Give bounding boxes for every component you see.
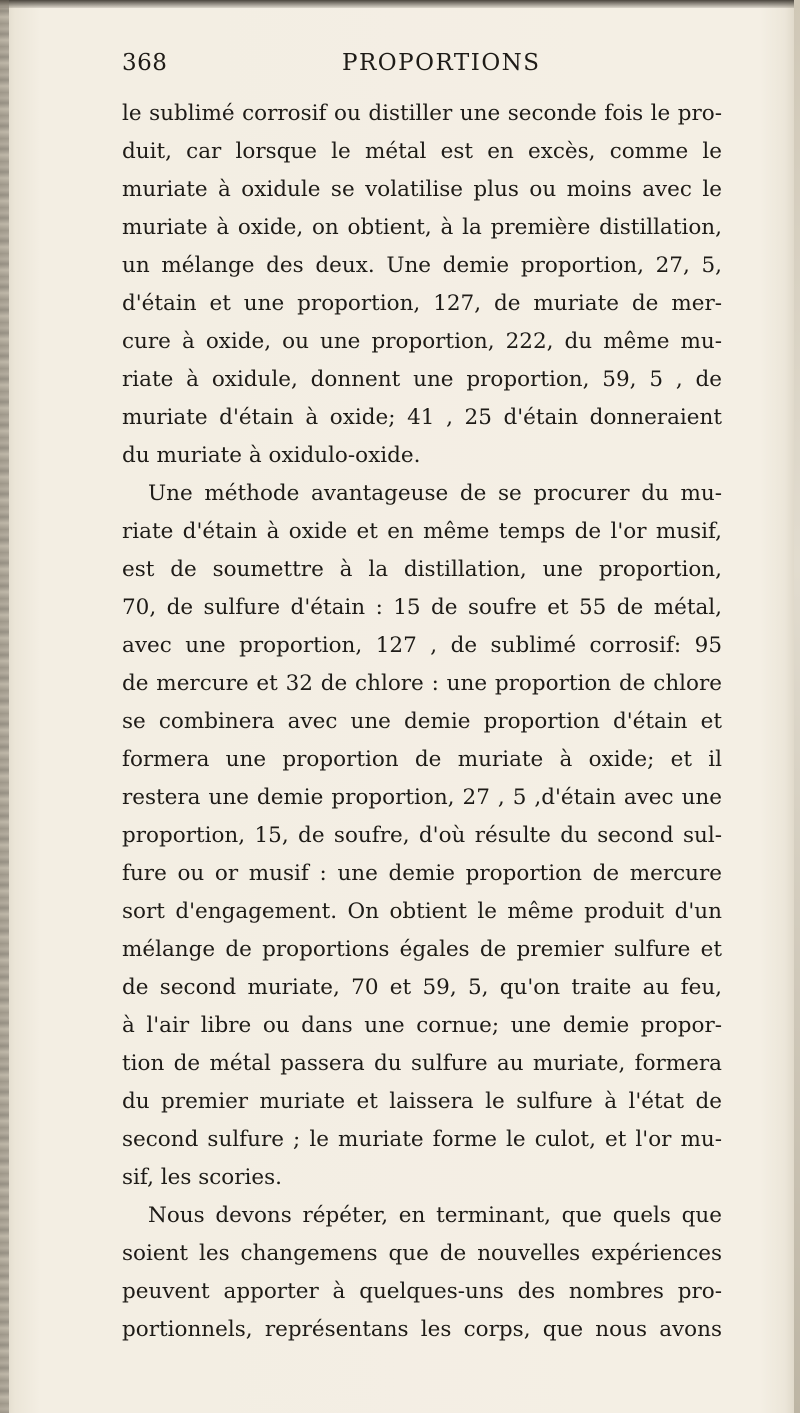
page-right-edge: [794, 0, 800, 1413]
paragraph-end-line: du muriate à oxidulo-oxide.: [122, 443, 421, 468]
book-binding-edge: [0, 0, 9, 1413]
text-line: muriate à oxide, on obtient, à la première distillation,: [122, 215, 722, 240]
text-line: portionnels, représentans les corps, que nous avons: [122, 1317, 722, 1342]
text-line: mélange de proportions égales de premier sulfure et: [122, 937, 722, 962]
text-line: restera une demie proportion, 27 , 5 ,d'étain avec une: [122, 785, 722, 810]
text-line: se combinera avec une demie proportion d'étain et: [122, 709, 722, 734]
text-line: de mercure et 32 de chlore : une proportion de chlore: [122, 671, 722, 696]
paragraph-start-line: Une méthode avantageuse de se procurer du mu-: [148, 481, 722, 506]
body-text: [122, 95, 722, 1349]
text-line: riate à oxidule, donnent une proportion, 59, 5 , de: [122, 367, 722, 392]
text-line: riate d'étain à oxide et en même temps de l'or musif,: [122, 519, 722, 544]
text-line: d'étain et une proportion, 127, de muriate de mer-: [122, 291, 722, 316]
text-line: sort d'engagement. On obtient le même produit d'un: [122, 899, 722, 924]
paragraph-start-line: Nous devons répéter, en terminant, que quels que: [148, 1203, 722, 1228]
text-line: un mélange des deux. Une demie proportion, 27, 5,: [122, 253, 722, 278]
text-line: à l'air libre ou dans une cornue; une demie propor-: [122, 1013, 722, 1038]
page-number: 368: [122, 50, 168, 76]
page-header: [122, 50, 722, 90]
scan-top-shadow: [0, 0, 800, 8]
text-line: est de soumettre à la distillation, une proportion,: [122, 557, 722, 582]
text-line: de second muriate, 70 et 59, 5, qu'on traite au feu,: [122, 975, 722, 1000]
text-line: formera une proportion de muriate à oxide; et il: [122, 747, 722, 772]
text-line: tion de métal passera du sulfure au muriate, formera: [122, 1051, 722, 1076]
text-line: duit, car lorsque le métal est en excès, comme le: [122, 139, 722, 164]
text-line: second sulfure ; le muriate forme le culot, et l'or mu-: [122, 1127, 722, 1152]
paragraph-end-line: sif, les scories.: [122, 1165, 283, 1190]
text-line: le sublimé corrosif ou distiller une seconde fois le pro-: [122, 101, 722, 126]
text-line: fure ou or musif : une demie proportion de mercure: [122, 861, 722, 886]
text-line: proportion, 15, de soufre, d'où résulte du second sul-: [122, 823, 722, 848]
text-line: cure à oxide, ou une proportion, 222, du même mu-: [122, 329, 722, 354]
text-line: muriate d'étain à oxide; 41 , 25 d'étain donneraient: [122, 405, 722, 430]
text-line: soient les changemens que de nouvelles expériences: [122, 1241, 722, 1266]
text-line: peuvent apporter à quelques-uns des nombres pro-: [122, 1279, 722, 1304]
text-line: 70, de sulfure d'étain : 15 de soufre et 55 de métal,: [122, 595, 722, 620]
running-title: PROPORTIONS: [342, 50, 541, 76]
text-line: avec une proportion, 127 , de sublimé corrosif: 95: [122, 633, 722, 658]
text-line: du premier muriate et laissera le sulfure à l'état de: [122, 1089, 722, 1114]
text-line: muriate à oxidule se volatilise plus ou moins avec le: [122, 177, 722, 202]
